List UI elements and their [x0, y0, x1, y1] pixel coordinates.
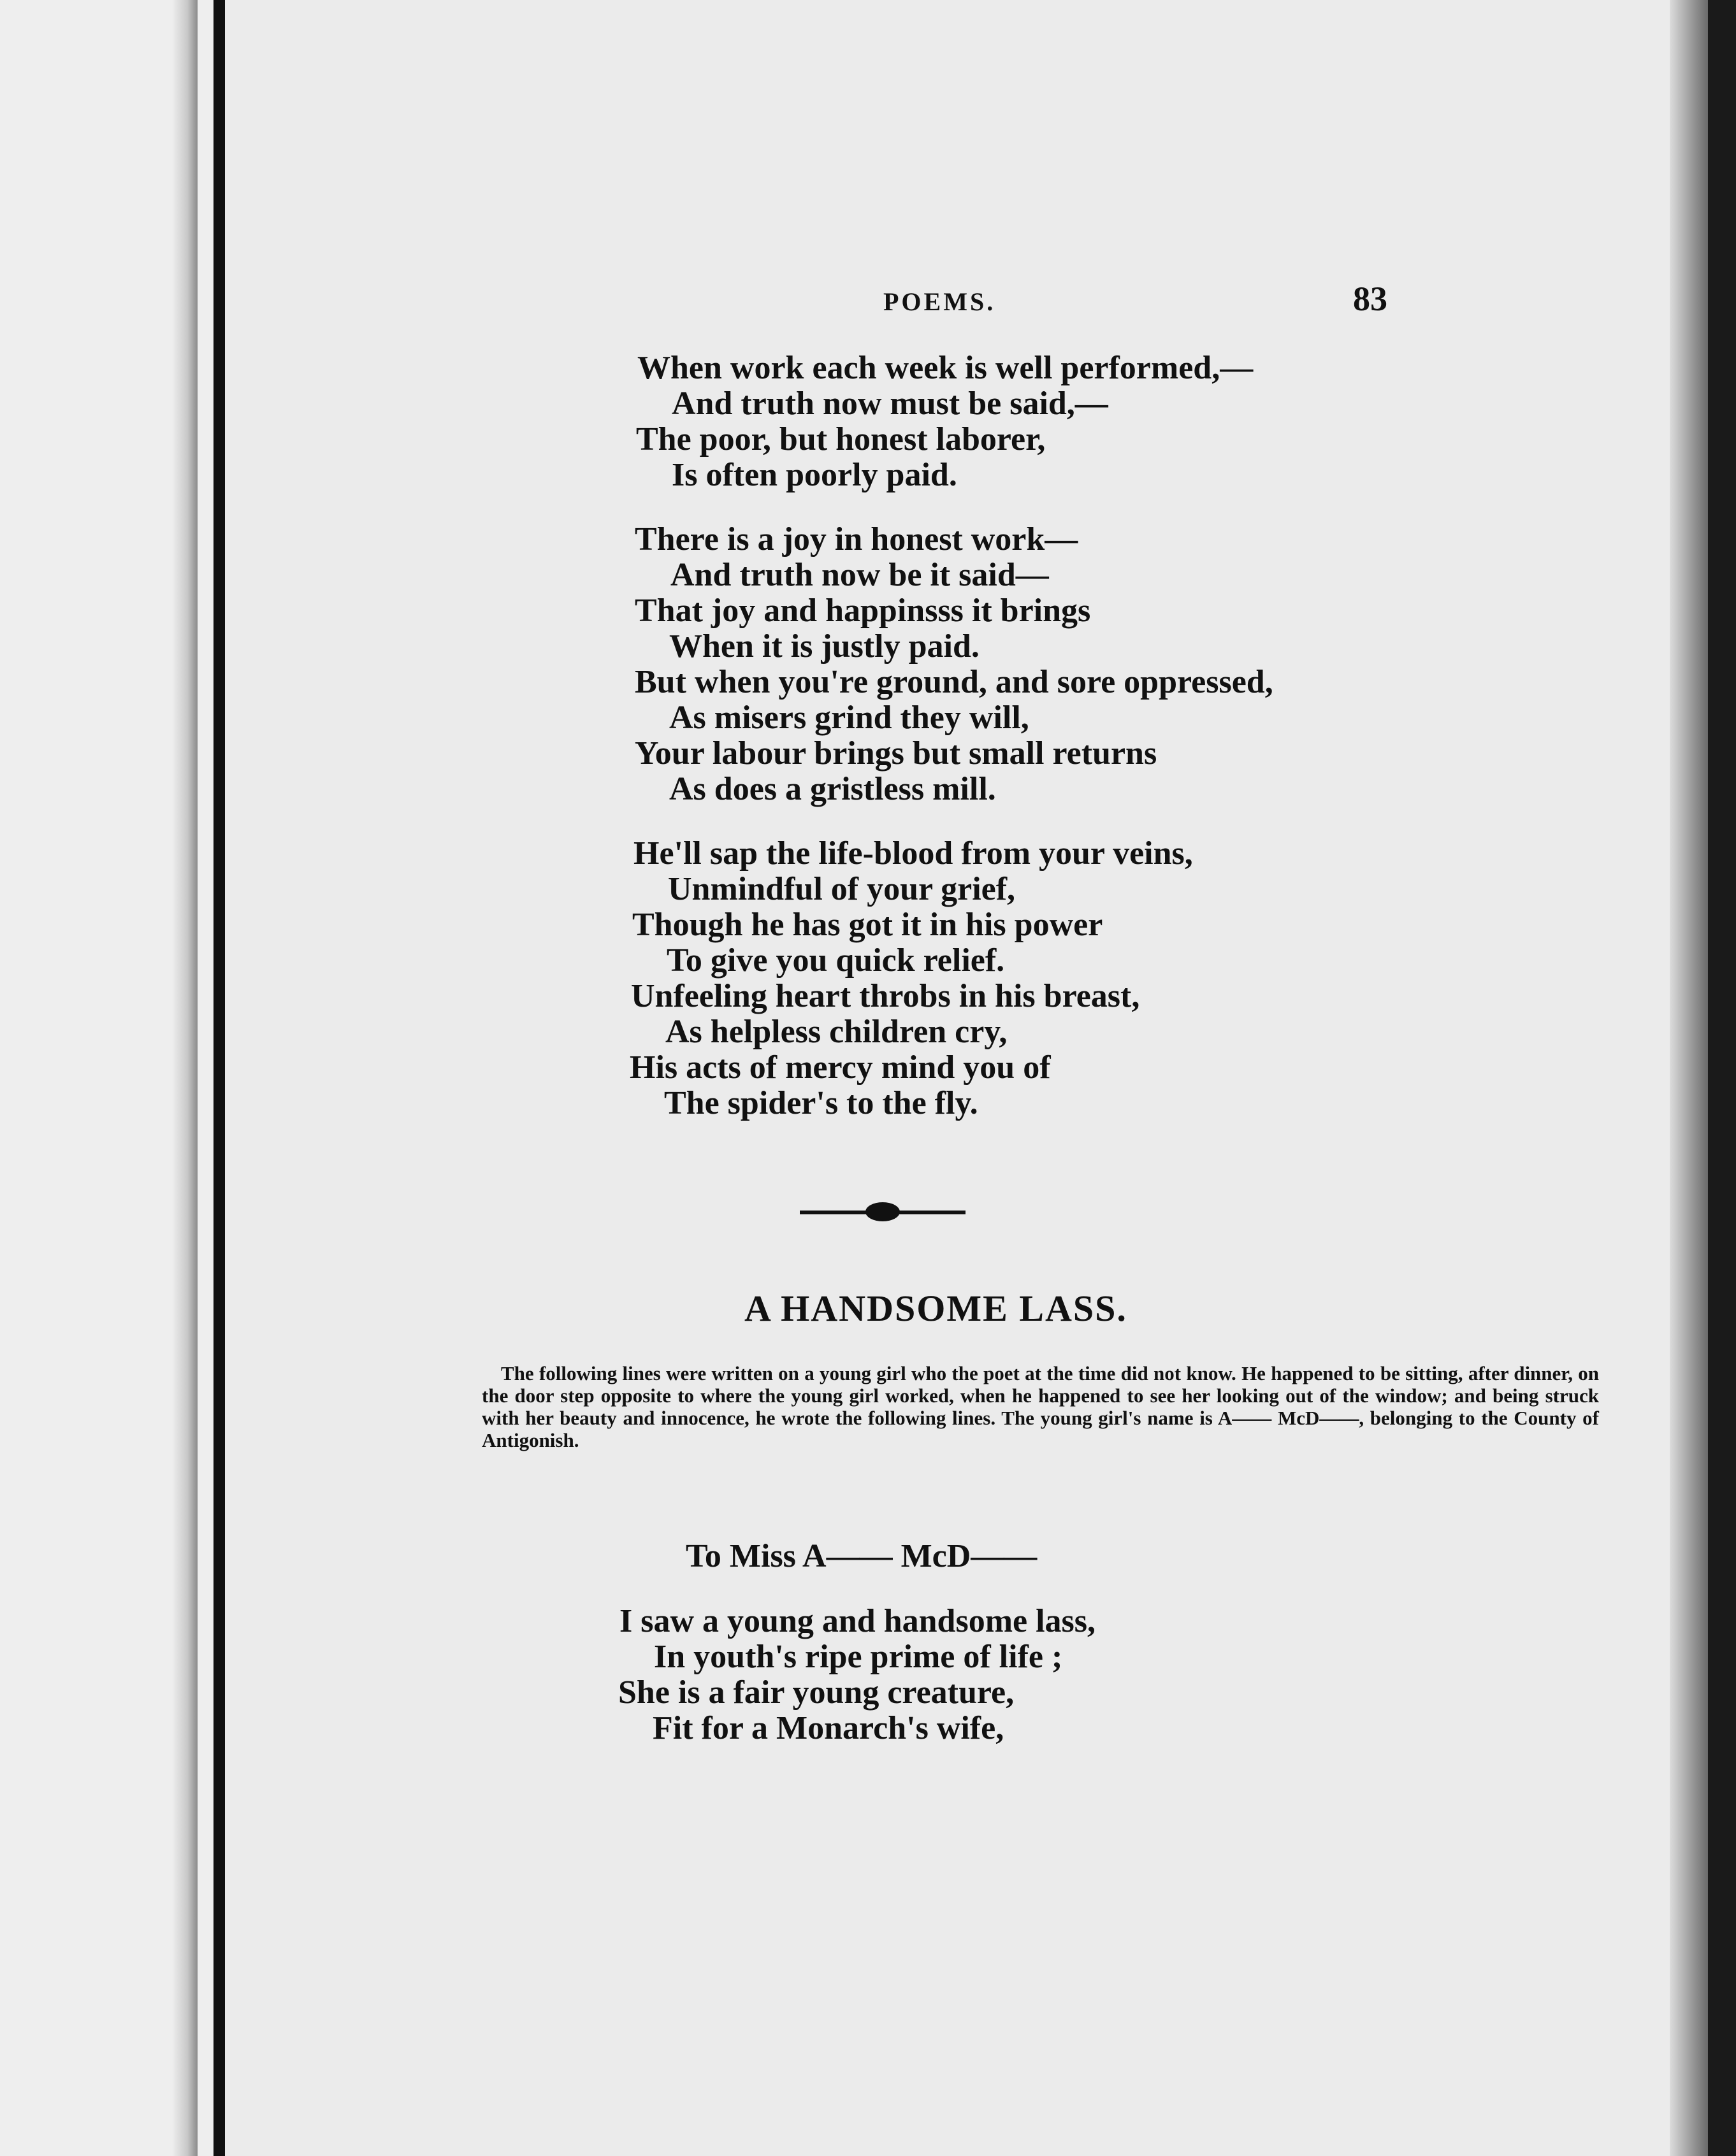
verse-line: Though he has got it in his power	[632, 907, 1103, 943]
verse-line: The poor, but honest laborer,	[636, 421, 1046, 457]
verse-line: Is often poorly paid.	[672, 457, 957, 493]
verse-line: That joy and happinsss it brings	[635, 593, 1091, 629]
verse-line: In youth's ripe prime of life ;	[654, 1639, 1063, 1675]
verse-line: His acts of mercy mind you of	[630, 1049, 1051, 1086]
verse-line: As helpless children cry,	[665, 1014, 1008, 1050]
page-number: 83	[1353, 280, 1387, 318]
verse-line: I saw a young and handsome lass,	[619, 1603, 1096, 1639]
verse-line: When work each week is well performed,—	[637, 350, 1254, 386]
verse-line: He'll sap the life-blood from your veins,	[633, 835, 1193, 872]
facing-page-edge	[172, 0, 198, 2156]
verse-line: The spider's to the fly.	[664, 1085, 978, 1121]
verse-line: Unmindful of your grief,	[668, 871, 1016, 907]
poem-dedication: To Miss A—— McD——	[686, 1538, 1038, 1574]
verse-line: But when you're ground, and sore oppressed,	[635, 664, 1273, 700]
verse-line: Fit for a Monarch's wife,	[653, 1710, 1004, 1746]
verse-line: And truth now must be said,—	[672, 385, 1108, 422]
book-page	[225, 0, 1703, 2156]
verse-line: As does a gristless mill.	[669, 771, 996, 807]
scan-border	[1708, 0, 1736, 2156]
verse-line: When it is justly paid.	[669, 628, 980, 665]
verse-line: There is a joy in honest work—	[635, 521, 1078, 557]
verse-line: She is a fair young creature,	[618, 1674, 1015, 1711]
divider-ornament	[865, 1202, 900, 1221]
book-gutter	[213, 0, 225, 2156]
poem-introduction: The following lines were written on a young girl who the poet at the time did not know. He happened to be sitting, after dinner, on the door step opposite to where the young girl worked, when he happened to see her looking out of the window; and being struck with her beauty and innocence, he wrote the following lines. The young girl's name is A—— McD——, belonging to the County of Antigonish.	[482, 1362, 1599, 1451]
verse-line: Unfeeling heart throbs in his breast,	[631, 978, 1140, 1014]
page-edge-shadow	[1670, 0, 1708, 2156]
verse-line: Your labour brings but small returns	[635, 735, 1157, 772]
verse-line: To give you quick relief.	[667, 942, 1005, 979]
running-title: POEMS.	[883, 287, 996, 316]
verse-line: As misers grind they will,	[669, 700, 1029, 736]
verse-line: And truth now be it said—	[670, 557, 1049, 593]
poem-title: A HANDSOME LASS.	[744, 1288, 1127, 1329]
